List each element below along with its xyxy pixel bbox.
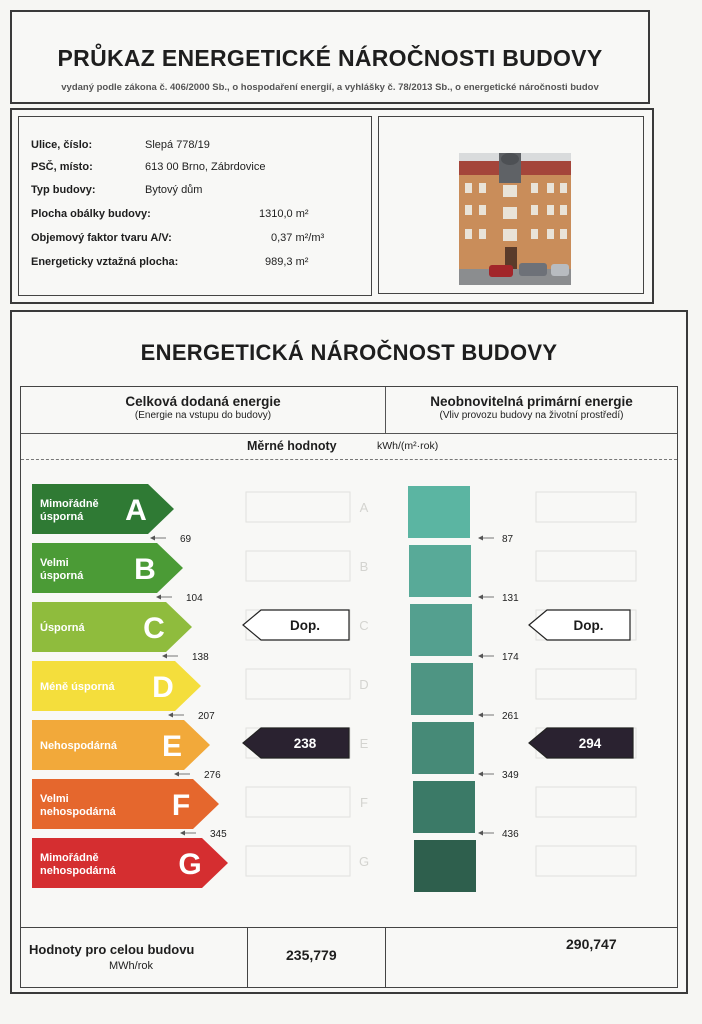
class-letter-b: B [134,553,156,586]
primary-class-bar [410,604,472,656]
info-value: Slepá 778/19 [145,139,210,151]
limit-arrowhead [150,536,155,541]
primary-limit-value: 174 [502,652,519,663]
primary-class-bar [412,722,474,774]
primary-limit-value: 436 [502,829,519,840]
info-label: Energeticky vztažná plocha: [31,256,179,268]
class-name: nehospodárná [40,865,116,877]
primary-class-bar [408,486,470,538]
primary-class-bar [409,545,471,597]
primary-class-bar [411,663,473,715]
primary-reference-marker-label: Dop. [573,618,604,633]
faint-cell [246,787,350,817]
class-letter-f: F [171,789,191,822]
delivered-limit-value: 276 [204,770,221,781]
energy-performance-title: ENERGETICKÁ NÁROČNOST BUDOVY [140,340,558,365]
faint-cell [536,787,636,817]
whole-building-unit: MWh/rok [109,960,153,972]
limit-arrowhead [478,831,483,836]
limit-arrowhead [156,595,161,600]
info-value: Bytový dům [145,184,203,196]
class-name: Velmi [40,557,69,569]
primary-limit-value: 261 [502,711,519,722]
class-name: Nehospodárná [40,740,118,752]
limit-arrowhead [478,654,483,659]
class-letter-d: D [152,671,174,704]
faint-class-letter: F [360,795,368,810]
faint-cell [246,669,350,699]
faint-class-letter: B [359,559,369,574]
primary-energy-subtitle: (Vliv provozu budovy na životní prostředí) [439,410,624,421]
class-letter-e: E [161,730,183,763]
limit-arrowhead [180,831,185,836]
faint-cell [246,492,350,522]
delivered-limit-value: 345 [210,829,227,840]
limit-arrowhead [174,772,179,777]
delivered-reference-marker-label: Dop. [290,618,320,633]
primary-energy-title: Neobnovitelná primární energie [430,394,633,409]
limit-arrowhead [478,772,483,777]
limit-arrowhead [162,654,167,659]
info-value: 989,3 m² [265,256,309,268]
class-name: Méně úsporná [40,681,115,693]
delivered-limit-value: 104 [186,593,203,604]
info-label: Typ budovy: [31,184,96,196]
faint-class-letter: A [359,500,369,515]
class-name: Mimořádně [40,852,99,864]
certificate-title: PRŮKAZ ENERGETICKÉ NÁROČNOSTI BUDOVY [57,45,603,71]
primary-limit-value: 131 [502,593,519,604]
limit-arrowhead [478,536,483,541]
faint-class-letter: C [359,618,369,633]
faint-cell [536,551,636,581]
class-name: nehospodárná [40,806,116,818]
delivered-actual-marker-label: 238 [293,736,317,751]
class-letter-a: A [125,494,147,527]
specific-values-unit: kWh/(m²·rok) [377,440,439,452]
limit-arrowhead [478,713,483,718]
faint-cell [536,492,636,522]
class-letter-c: C [143,612,165,645]
faint-cell [246,846,350,876]
primary-class-bar [413,781,475,833]
certificate-subtitle: vydaný podle zákona č. 406/2000 Sb., o hospodaření energií, a vyhlášky č. 78/2013 Sb., o energetické náročnosti budov [61,82,599,93]
primary-class-bar [414,840,476,892]
class-name: Úsporná [40,622,85,634]
info-value: 613 00 Brno, Zábrdovice [145,161,266,173]
delivered-limit-value: 69 [180,534,192,545]
delivered-energy-subtitle: (Energie na vstupu do budovy) [134,410,272,421]
delivered-limit-value: 138 [192,652,209,663]
class-name: Mimořádně [40,498,99,510]
specific-values-label: Měrné hodnoty [247,439,337,453]
primary-limit-value: 349 [502,770,519,781]
whole-building-primary-value: 290,747 [566,936,617,952]
info-label: Ulice, číslo: [31,139,93,151]
class-name: úsporná [40,511,84,523]
class-letter-g: G [178,848,202,881]
info-label: PSČ, místo: [31,161,93,173]
faint-cell [536,846,636,876]
class-name: Velmi [40,793,69,805]
class-name: úsporná [40,570,84,582]
primary-limit-value: 87 [502,534,514,545]
whole-building-label: Hodnoty pro celou budovu [29,942,195,957]
faint-cell [536,669,636,699]
faint-cell [246,551,350,581]
faint-class-letter: G [358,854,370,869]
primary-actual-marker-label: 294 [578,736,602,751]
limit-arrowhead [478,595,483,600]
info-value: 1310,0 m² [259,208,309,220]
delivered-energy-title: Celková dodaná energie [125,394,281,409]
info-value: 0,37 m²/m³ [271,232,325,244]
info-label: Plocha obálky budovy: [31,208,151,220]
faint-class-letter: D [359,677,369,692]
whole-building-delivered-value: 235,779 [286,947,337,963]
info-label: Objemový faktor tvaru A/V: [31,232,172,244]
delivered-limit-value: 207 [198,711,215,722]
faint-class-letter: E [359,736,369,751]
limit-arrowhead [168,713,173,718]
